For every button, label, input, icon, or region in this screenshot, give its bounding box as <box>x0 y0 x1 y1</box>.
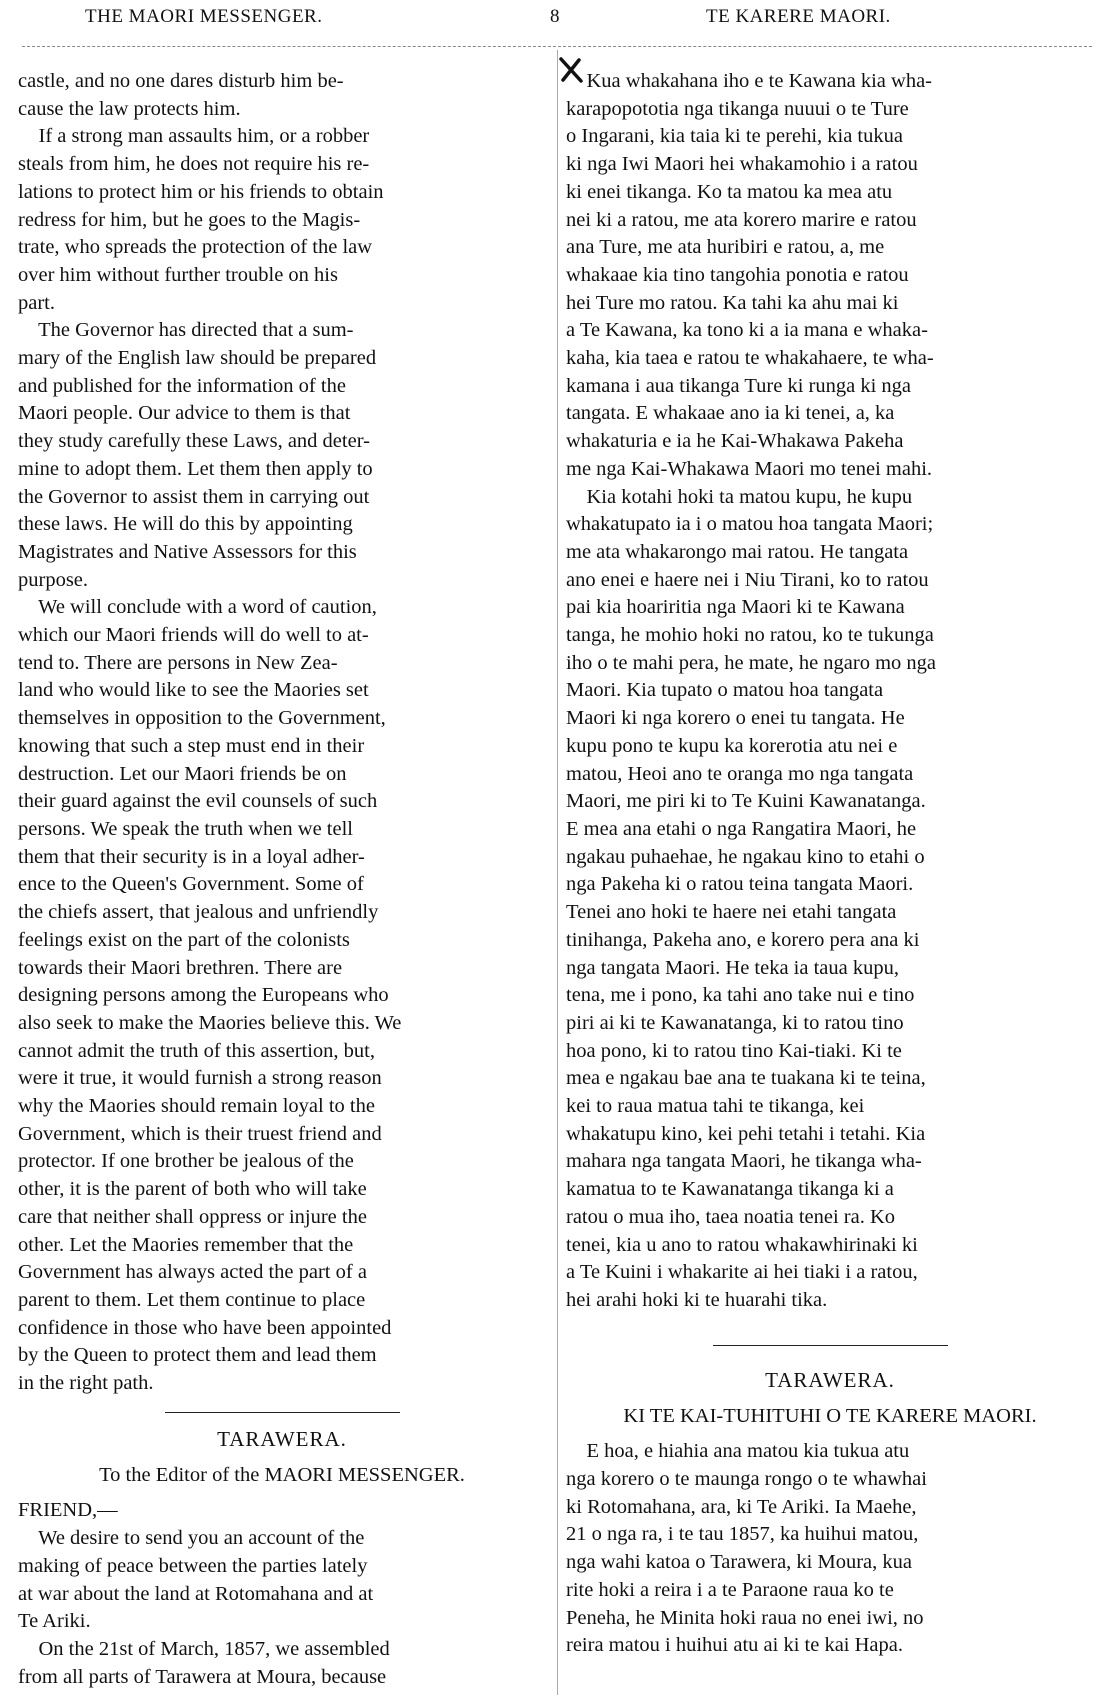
text-line: care that neither shall oppress or injure the <box>18 1205 367 1228</box>
text-line: E hoa, e hiahia ana matou kia tukua atu <box>566 1440 910 1463</box>
text-line: at war about the land at Rotomahana and at <box>18 1582 374 1605</box>
text-line: cause the law protects him. <box>18 97 241 120</box>
text-line: cannot admit the truth of this assertion, but, <box>18 1039 375 1062</box>
text-line: them that their security is in a loyal adher- <box>18 845 365 868</box>
maori-column <box>566 68 1094 1660</box>
text-line: nga wahi katoa o Tarawera, ki Moura, kua <box>566 1551 912 1574</box>
page-header <box>0 6 1114 32</box>
text-line: from all parts of Tarawera at Moura, because <box>18 1665 387 1688</box>
text-line: Government has always acted the part of a <box>18 1261 367 1284</box>
column-divider <box>557 50 558 1695</box>
text-line: kaha, kia taea e ratou te whakahaere, te wha- <box>566 347 934 370</box>
text-line: Magistrates and Native Assessors for this <box>18 540 357 563</box>
text-line: 21 o nga ra, i te tau 1857, ka huihui matou, <box>566 1523 919 1546</box>
text-line: Tenei ano hoki te haere nei etahi tangata <box>566 901 897 924</box>
text-line: hei arahi hoki ki te huarahi tika. <box>566 1288 828 1311</box>
text-line: ana Ture, me ata huribiri e ratou, a, me <box>566 236 885 259</box>
text-line: me ata whakarongo mai ratou. He tangata <box>566 540 909 563</box>
text-line: kamana i aua tikanga Ture ki runga ki nga <box>566 374 911 397</box>
letter-address: To the Editor of the MAORI MESSENGER. <box>99 1463 465 1486</box>
text-line: The Governor has directed that a sum- <box>18 319 354 342</box>
text-line: the chiefs assert, that jealous and unfriendly <box>18 901 379 924</box>
text-line: nga tangata Maori. He teka ia taua kupu, <box>566 956 899 979</box>
text-line: We desire to send you an account of the <box>18 1527 365 1550</box>
header-rule <box>22 46 1092 47</box>
text-line: piri ai ki te Kawanatanga, ki to ratou tino <box>566 1011 904 1034</box>
text-line: tangata. E whakaae ano ia ki tenei, a, ka <box>566 402 895 425</box>
text-line: castle, and no one dares disturb him be- <box>18 70 344 92</box>
text-line: matou, Heoi ano te oranga mo nga tangata <box>566 762 914 785</box>
text-line: lations to protect him or his friends to obtain <box>18 180 384 203</box>
text-line: were it true, it would furnish a strong reason <box>18 1067 382 1090</box>
text-line: karapopototia nga tikanga nuuui o te Ture <box>566 97 909 120</box>
text-line: Maori people. Our advice to them is that <box>18 402 351 425</box>
text-line: the Governor to assist them in carrying out <box>18 485 370 508</box>
letter-address: KI TE KAI-TUHITUHI O TE KARERE MAORI. <box>623 1404 1037 1427</box>
text-line: iho o te mahi pera, he mate, he ngaro mo nga <box>566 651 937 674</box>
text-line: ngakau puhaehae, he ngakau kino to etahi o <box>566 845 925 868</box>
text-line: trate, who spreads the protection of the law <box>18 236 373 259</box>
paragraph <box>18 68 546 123</box>
text-line: land who would like to see the Maories set <box>18 679 369 702</box>
text-line: in the right path. <box>18 1372 154 1395</box>
text-line: and published for the information of the <box>18 374 346 397</box>
letter-salutation: FRIEND,— <box>18 1499 118 1522</box>
text-line: whakaae kia tino tangohia ponotia e ratou <box>566 263 909 286</box>
paragraph <box>566 1438 1094 1660</box>
section-separator <box>713 1345 948 1346</box>
text-line: We will conclude with a word of caution, <box>18 596 377 619</box>
text-line: Peneha, he Minita hoki raua no enei iwi, no <box>566 1606 924 1629</box>
paragraph <box>566 68 1094 484</box>
text-line: making of peace between the parties lately <box>18 1554 368 1577</box>
section-heading: TARAWERA. <box>217 1426 347 1451</box>
paragraph <box>18 1636 546 1691</box>
text-line: ence to the Queen's Government. Some of <box>18 873 364 896</box>
letter-body <box>566 1438 1094 1660</box>
text-line: feelings exist on the part of the colonists <box>18 928 350 951</box>
text-line: persons. We speak the truth when we tell <box>18 817 353 840</box>
text-line: reira matou i huihui atu ai ki te kai Hapa. <box>566 1634 903 1657</box>
text-line: hoa pono, ki to ratou tino Kai-tiaki. Ki te <box>566 1039 902 1062</box>
text-line: pai kia hoariritia nga Maori ki te Kawana <box>566 596 905 619</box>
text-line: also seek to make the Maories believe this. We <box>18 1011 402 1034</box>
text-line: kupu pono te kupu ka korerotia atu nei e <box>566 734 898 757</box>
text-line: whakatupu kino, kei pehi tetahi i tetahi. Kia <box>566 1122 926 1145</box>
header-title-maori: TE KARERE MAORI. <box>706 6 891 27</box>
paragraph <box>18 123 546 317</box>
text-line: ratou o mua iho, taea noatia tenei ra. Ko <box>566 1205 896 1228</box>
text-line: over him without further trouble on his <box>18 263 338 286</box>
text-line: kei to raua matua tahi te tikanga, kei <box>566 1095 865 1118</box>
text-line: knowing that such a step must end in their <box>18 734 365 757</box>
text-line: ki nga Iwi Maori hei whakamohio i a ratou <box>566 153 918 176</box>
text-line: On the 21st of March, 1857, we assembled <box>18 1637 390 1660</box>
text-line: nei ki a ratou, me ata korero marire e ratou <box>566 208 917 231</box>
text-line: rite hoki a reira i a te Paraone raua ko te <box>566 1578 894 1601</box>
text-line: hei Ture mo ratou. Ka tahi ka ahu mai ki <box>566 291 899 314</box>
text-line: redress for him, but he goes to the Magis- <box>18 208 361 231</box>
text-line: Maori. Kia tupato o matou hoa tangata <box>566 679 884 702</box>
paragraph <box>18 1525 546 1636</box>
letter-body <box>18 1525 546 1691</box>
text-line: tanga, he mohio hoki no ratou, ko te tukunga <box>566 624 934 647</box>
text-line: why the Maories should remain loyal to the <box>18 1095 375 1118</box>
section-separator <box>165 1412 400 1413</box>
text-line: these laws. He will do this by appointing <box>18 513 353 536</box>
text-line: o Ingarani, kia taia ki te perehi, kia tukua <box>566 125 903 148</box>
header-title-english: THE MAORI MESSENGER. <box>85 6 323 27</box>
text-line: a Te Kuini i whakarite ai hei tiaki i a ratou, <box>566 1261 918 1284</box>
text-line: ki Rotomahana, ara, ki Te Ariki. Ia Maehe, <box>566 1495 917 1518</box>
paragraph <box>18 317 546 594</box>
paragraph <box>18 594 546 1397</box>
maori-article-body <box>566 68 1094 1315</box>
text-line: other. Let the Maories remember that the <box>18 1233 354 1256</box>
text-line: kamatua to te Kawanatanga tikanga ki a <box>566 1178 894 1201</box>
text-line: protector. If one brother be jealous of the <box>18 1150 354 1173</box>
text-line: other, it is the parent of both who will take <box>18 1178 367 1201</box>
text-line: Maori, me piri ki to Te Kuini Kawanatanga. <box>566 790 926 813</box>
english-column <box>18 68 546 1691</box>
text-line: confidence in those who have been appointed <box>18 1316 392 1339</box>
text-line: mahara nga tangata Maori, he tikanga wha- <box>566 1150 922 1173</box>
text-line: mea e ngakau bae ana te tuakana ki te teina, <box>566 1067 926 1090</box>
page-number: 8 <box>550 6 560 27</box>
text-line: mary of the English law should be prepared <box>18 347 377 370</box>
text-line: which our Maori friends will do well to at- <box>18 624 369 647</box>
text-line: themselves in opposition to the Government, <box>18 707 386 730</box>
text-line: tena, me i pono, ka tahi ano take nui e tino <box>566 984 915 1007</box>
text-line: their guard against the evil counsels of such <box>18 790 378 813</box>
text-line: Maori ki nga korero o enei tu tangata. He <box>566 707 905 730</box>
text-line: tinihanga, Pakeha ano, e korero pera ana ki <box>566 928 920 951</box>
text-line: they study carefully these Laws, and deter- <box>18 430 370 453</box>
paragraph <box>566 484 1094 1315</box>
text-line: E mea ana etahi o nga Rangatira Maori, he <box>566 817 917 840</box>
text-line: designing persons among the Europeans who <box>18 984 389 1007</box>
text-line: tenei, kia u ano to ratou whakawhirinaki ki <box>566 1233 918 1256</box>
english-article-body <box>18 68 546 1398</box>
text-line: whakatupato ia i o matou hoa tangata Maori; <box>566 513 934 536</box>
text-line: Kia kotahi hoki ta matou kupu, he kupu <box>566 485 913 508</box>
text-line: ki enei tikanga. Ko ta matou ka mea atu <box>566 180 893 203</box>
text-line: ano enei e haere nei i Niu Tirani, ko to ratou <box>566 568 929 591</box>
text-line: mine to adopt them. Let them then apply to <box>18 457 373 480</box>
text-line: Government, which is their truest friend and <box>18 1122 382 1145</box>
text-line: destruction. Let our Maori friends be on <box>18 762 347 785</box>
text-line: by the Queen to protect them and lead them <box>18 1344 377 1367</box>
text-line: towards their Maori brethren. There are <box>18 956 343 979</box>
text-line: me nga Kai-Whakawa Maori mo tenei mahi. <box>566 457 933 480</box>
text-line: a Te Kawana, ka tono ki a ia mana e whaka- <box>566 319 928 342</box>
text-line: Kua whakahana iho e te Kawana kia wha- <box>566 70 932 92</box>
text-line: tend to. There are persons in New Zea- <box>18 651 338 674</box>
text-line: If a strong man assaults him, or a robber <box>18 125 370 148</box>
text-line: part. <box>18 291 55 314</box>
text-line: nga korero o te maunga rongo o te whawhai <box>566 1468 927 1491</box>
text-line: Te Ariki. <box>18 1610 91 1633</box>
text-line: parent to them. Let them continue to place <box>18 1288 366 1311</box>
text-line: nga Pakeha ki o ratou teina tangata Maori. <box>566 873 914 896</box>
section-heading: TARAWERA. <box>765 1367 895 1392</box>
text-line: whakaturia e ia he Kai-Whakawa Pakeha <box>566 430 904 453</box>
text-line: steals from him, he does not require his re- <box>18 153 370 176</box>
text-line: purpose. <box>18 568 89 591</box>
